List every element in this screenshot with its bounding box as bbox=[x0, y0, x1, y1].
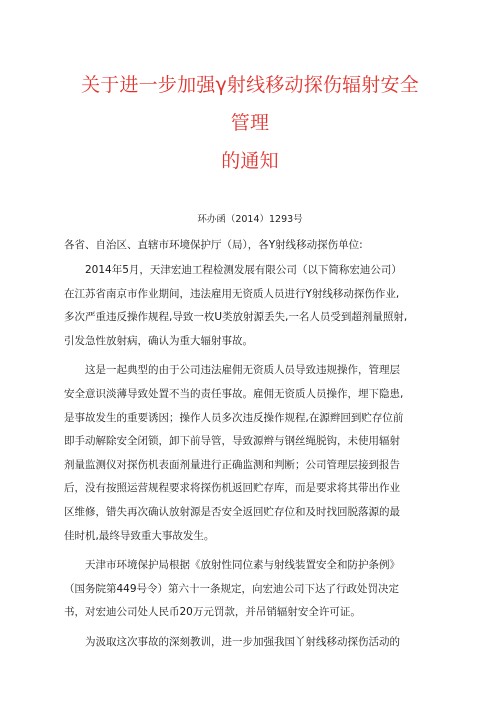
paragraph-line: 区维修，错失再次确认放射源是否安全返回贮存位和及时找回脱落源的最 bbox=[64, 505, 400, 518]
paragraph-line: 多次严重违反操作规程,导致一枚U类放射源丢失,一名人员受到超剂量照射, bbox=[64, 311, 408, 324]
paragraph-line: （国务院第449号令）第六十一条规定，向宏迪公司下达了行政处罚决定 bbox=[64, 582, 400, 595]
paragraph-line: 即手动解除安全闭锁，卸下前导管，导致源辫与钢丝绳脱钩，未使用辐射 bbox=[64, 435, 400, 448]
paragraph-line: 书，对宏迪公司处人民币20万元罚款，并吊销辐射安全许可证。 bbox=[64, 606, 361, 619]
paragraph-4 bbox=[64, 631, 436, 655]
document-title bbox=[74, 66, 426, 180]
paragraph-3 bbox=[64, 554, 436, 625]
title-line-1: 关于进一步加强γ射线移动探伤辐射安全管理 bbox=[81, 74, 419, 134]
title-line-2: 的通知 bbox=[221, 150, 279, 172]
paragraph-line: 这是一起典型的由于公司违法雇佣无资质人员导致违规操作，管理层 bbox=[85, 364, 400, 377]
paragraph-line: 佳时机,最终导致重大事故发生。 bbox=[64, 529, 215, 542]
salutation: 各省、自治区、直辖市环境保护厅（局），各Y射线移动探伤单位: bbox=[64, 239, 363, 251]
paragraph-line: 安全意识淡薄导致处置不当的责任事故。雇佣无资质人员操作，埋下隐患, bbox=[64, 387, 404, 400]
paragraph-line: 后，没有按照运营规程要求将探伤机返回贮存库，而是要求将其带出作业 bbox=[64, 482, 400, 495]
paragraph-1 bbox=[64, 259, 436, 353]
paragraph-line: 为汲取这次事故的深刻教训，进一步加强我国丫射线移动探伤活动的 bbox=[85, 635, 400, 648]
paragraph-line: 是事故发生的重要诱因；操作人员多次违反操作规程,在源辫回到贮存位前 bbox=[64, 411, 404, 424]
document-number: 环办函（2014）1293号 bbox=[197, 214, 303, 225]
paragraph-line: 2014年5月，天津宏迪工程检测发展有限公司（以下简称宏迪公司） bbox=[85, 264, 402, 276]
document-body bbox=[64, 259, 426, 655]
paragraph-line: 剂量监测仪对探伤机表面剂量进行正确监测和判断；公司管理层接到报告 bbox=[64, 458, 400, 471]
paragraph-line: 引发急性放射病，确认为重大辐射事故。 bbox=[64, 334, 253, 347]
paragraph-line: 在江苏省南京市作业期间，违法雇用无资质人员进行Y射线移动探伤作业, bbox=[64, 287, 400, 300]
paragraph-line: 天津市环境保护局根据《放射性同位素与射线装置安全和防护条例》 bbox=[85, 559, 400, 572]
paragraph-2 bbox=[64, 359, 436, 548]
